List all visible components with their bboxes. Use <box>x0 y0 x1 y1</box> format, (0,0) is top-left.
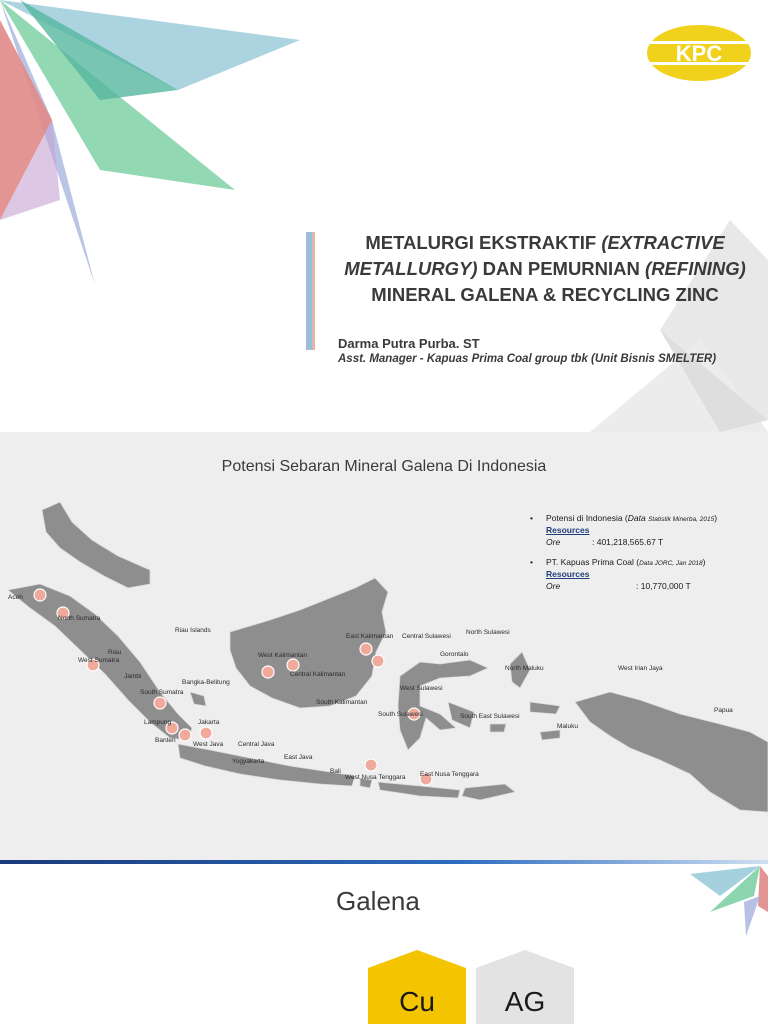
svg-text:North Sumatra: North Sumatra <box>58 615 101 622</box>
cu-tile-label: Cu <box>399 986 435 1017</box>
svg-text:South Sulawesi: South Sulawesi <box>378 711 423 718</box>
svg-text:West Kalimantan: West Kalimantan <box>258 652 308 659</box>
svg-text:Central Java: Central Java <box>238 741 275 748</box>
marker-ntb <box>365 759 377 771</box>
svg-text:Central Kalimantan: Central Kalimantan <box>290 671 346 678</box>
marker-east-kalimantan-2 <box>372 655 384 667</box>
marker-east-kalimantan-1 <box>360 643 372 655</box>
svg-text:Aceh: Aceh <box>8 594 23 601</box>
marker-west-kalimantan <box>262 666 274 678</box>
svg-text:Central Sulawesi: Central Sulawesi <box>402 633 451 640</box>
logo-text: KPC <box>675 41 723 66</box>
svg-text:East Nusa Tenggara: East Nusa Tenggara <box>420 771 479 778</box>
svg-text:Riau: Riau <box>108 649 122 656</box>
sulawesi-island <box>398 660 488 750</box>
indonesia-ore-value: : 401,218,565.67 T <box>592 537 664 547</box>
author-name: Darma Putra Purba. ST <box>338 336 480 351</box>
svg-text:East Kalimantan: East Kalimantan <box>346 633 394 640</box>
svg-text:Papua: Papua <box>714 707 733 714</box>
svg-text:Riau Islands: Riau Islands <box>175 627 211 634</box>
galena-slide <box>0 866 768 1024</box>
presentation-title: METALURGI EKSTRAKTIF (EXTRACTIVE METALLURGY) DAN PEMURNIAN (REFINING) MINERAL GALENA & RECYCLING ZINC <box>344 232 746 305</box>
svg-text:West Sumatra: West Sumatra <box>78 657 120 664</box>
map-slide <box>0 432 768 862</box>
map-slide-title: Potensi Sebaran Mineral Galena Di Indonesia <box>221 458 547 475</box>
title-slide <box>0 0 768 432</box>
marker-aceh <box>34 589 46 601</box>
svg-text:Banten: Banten <box>155 737 176 744</box>
svg-text:Jakarta: Jakarta <box>198 719 220 726</box>
svg-text:West Sulawesi: West Sulawesi <box>400 685 443 692</box>
svg-text:West Java: West Java <box>193 741 224 748</box>
resources-label: Resources <box>546 569 590 579</box>
svg-text:Bangka-Belitung: Bangka-Belitung <box>182 679 230 686</box>
ag-tile-label: AG <box>504 986 546 1017</box>
marker-south-sumatra <box>154 697 166 709</box>
svg-text:Yogyakarta: Yogyakarta <box>232 758 265 765</box>
svg-text:North Maluku: North Maluku <box>505 665 544 672</box>
svg-text:South Sumatra: South Sumatra <box>140 689 184 696</box>
marker-banten <box>179 729 191 741</box>
svg-text:Maluku: Maluku <box>557 723 578 730</box>
marker-west-java <box>200 727 212 739</box>
galena-resources-info: • Potensi di Indonesia (Data Statistik Minerba, 2015) Resources Ore : 401,218,565.67 T • PT. Kapuas Prima Coal (Data JORC, Jan 2018) Resources Ore : 10,770,000 T <box>530 513 718 591</box>
marker-central-kalimantan <box>287 659 299 671</box>
svg-text:Lampung: Lampung <box>144 719 172 726</box>
resources-label: Resources <box>546 525 590 535</box>
kpc-ore-value: : 10,770,000 T <box>636 581 691 591</box>
svg-text:West Irian Jaya: West Irian Jaya <box>618 665 663 672</box>
author-role: Asst. Manager - Kapuas Prima Coal group tbk (Unit Bisnis SMELTER) <box>338 353 717 365</box>
svg-text:South Kalimantan: South Kalimantan <box>316 699 368 706</box>
svg-text:South East Sulawesi: South East Sulawesi <box>460 713 520 720</box>
svg-text:West Nusa Tenggara: West Nusa Tenggara <box>345 774 406 781</box>
svg-text:Bali: Bali <box>330 768 341 775</box>
malay-peninsula <box>42 502 150 588</box>
galena-title: Galena <box>336 886 420 916</box>
svg-text:Jambi: Jambi <box>124 673 142 680</box>
decorative-triangles-small <box>690 866 768 946</box>
svg-text:Gorontalo: Gorontalo <box>440 651 469 658</box>
java-island <box>178 744 355 786</box>
papua-island <box>575 692 768 812</box>
kpc-logo <box>646 24 752 82</box>
svg-text:North Sulawesi: North Sulawesi <box>466 629 510 636</box>
svg-text:East Java: East Java <box>284 754 313 761</box>
title-accent-bar <box>306 232 316 350</box>
